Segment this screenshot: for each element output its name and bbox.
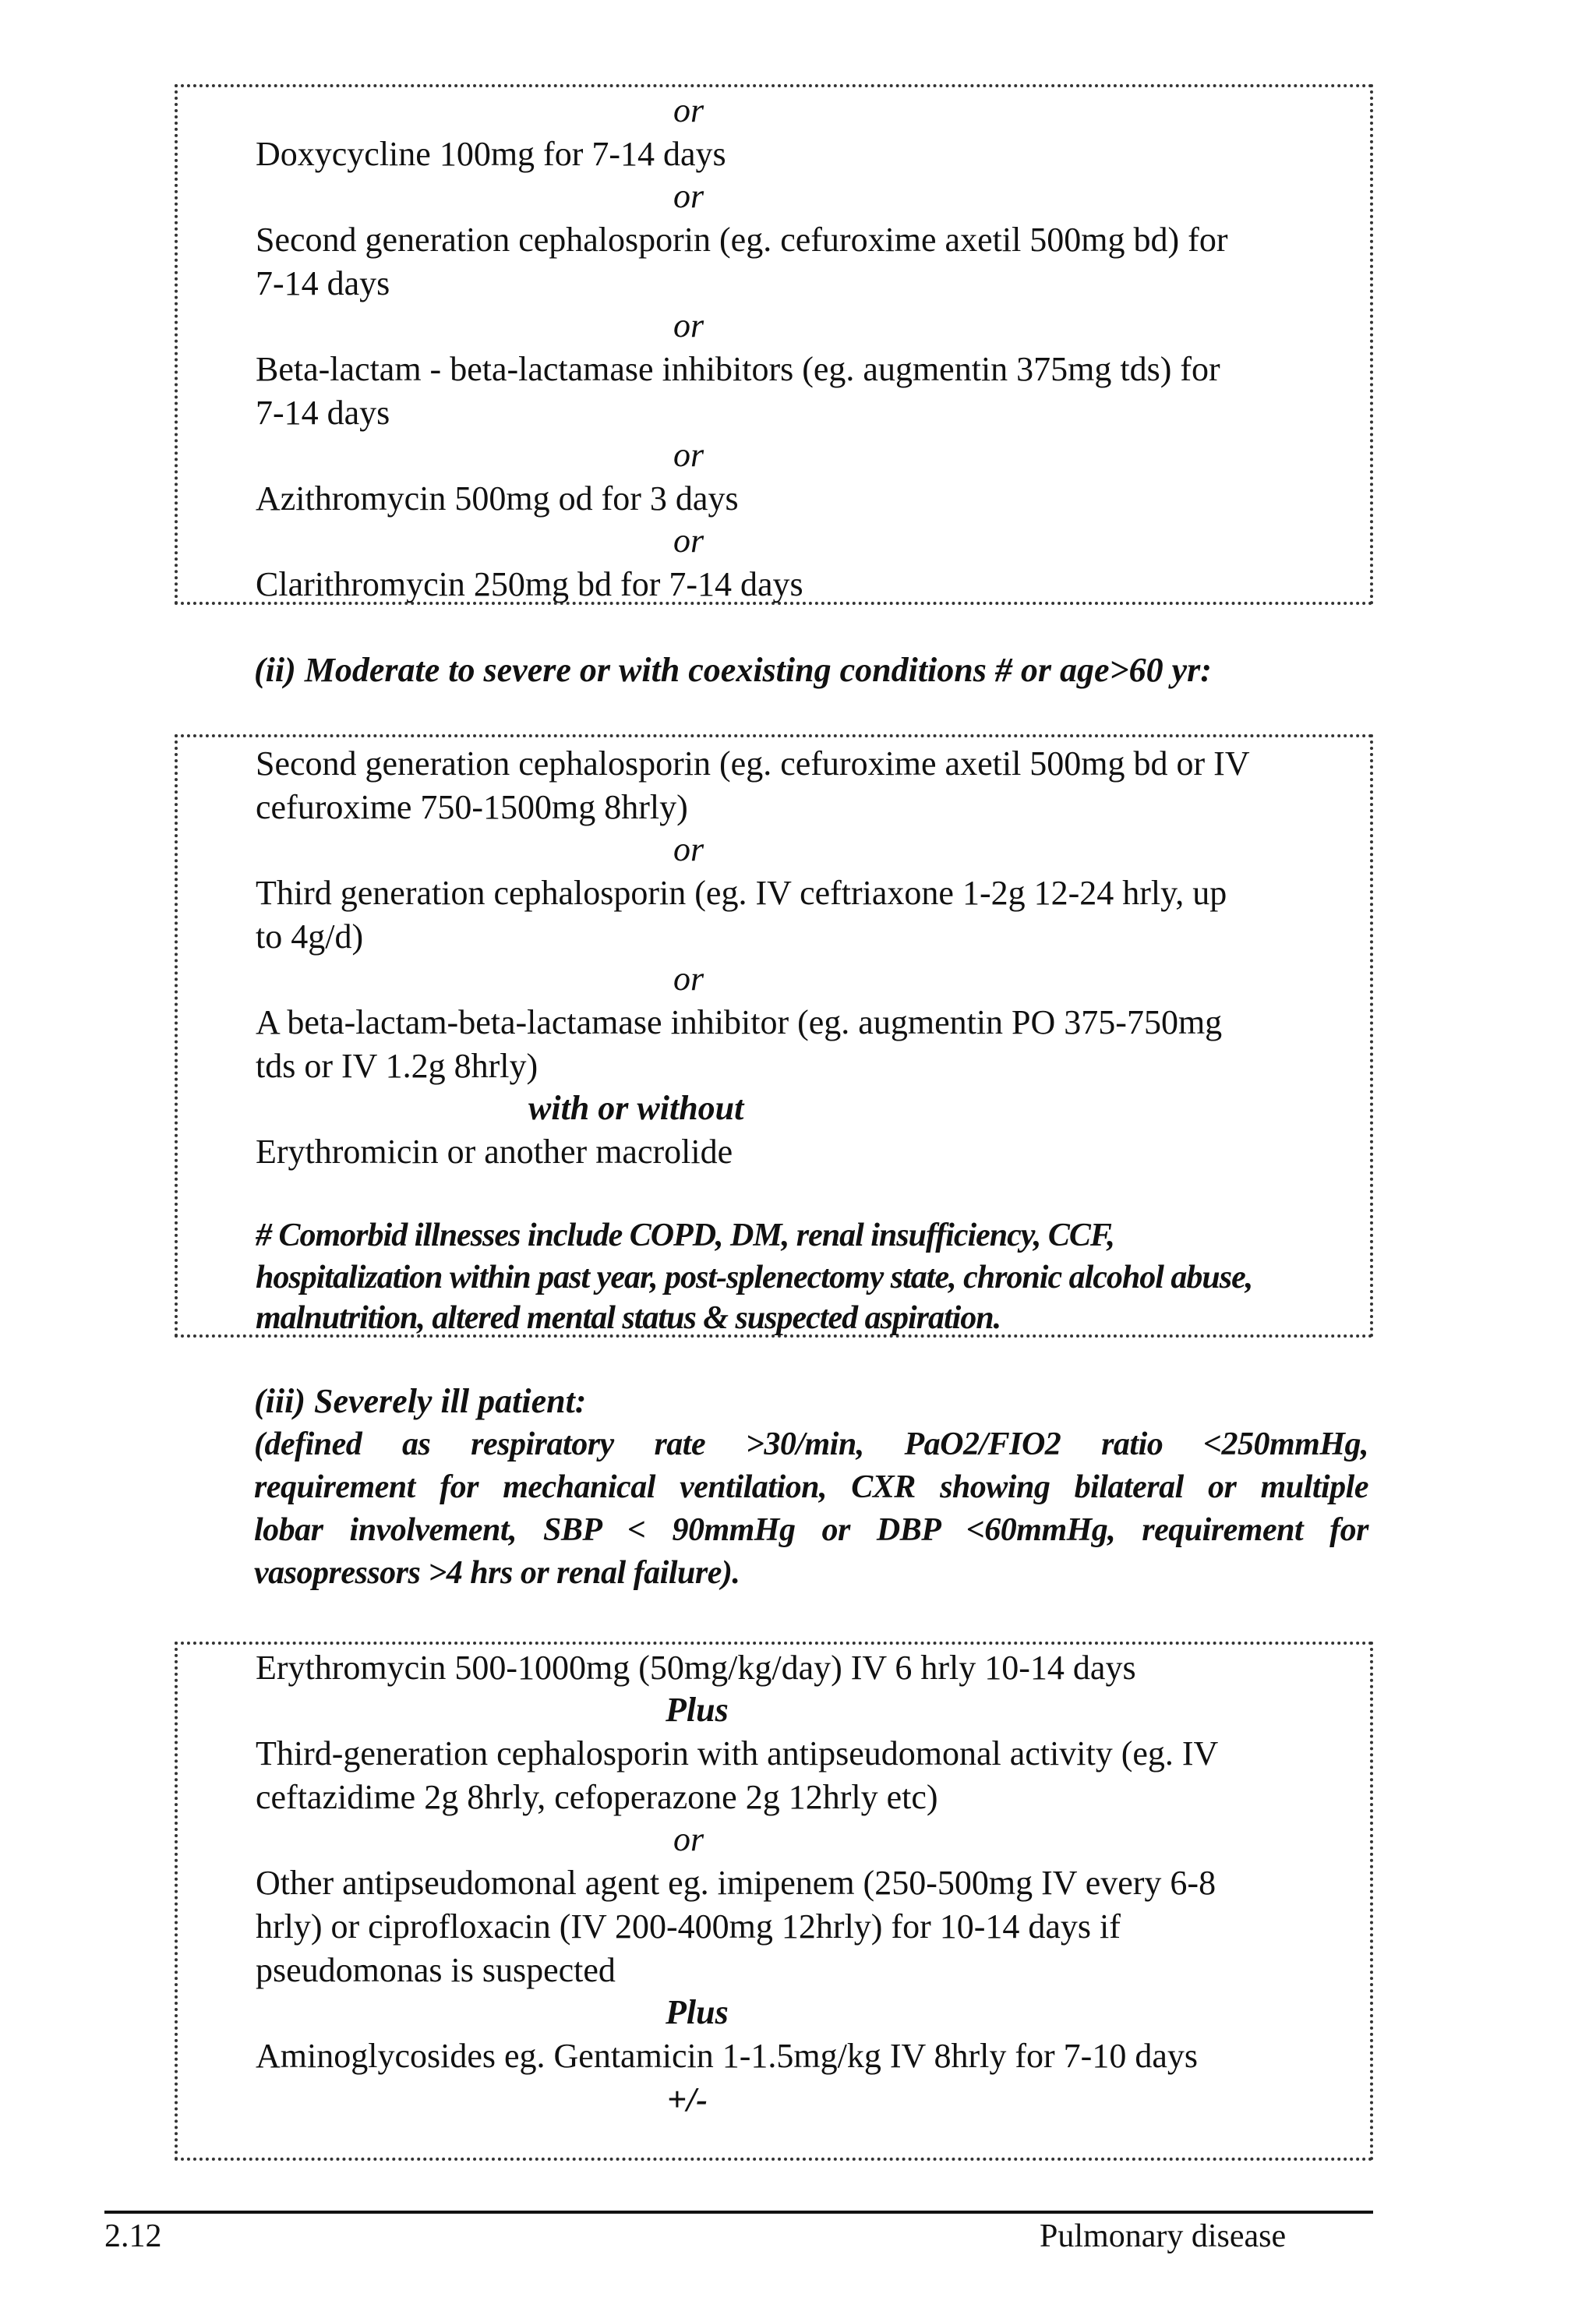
regimen-line: ceftazidime 2g 8hrly, cefoperazone 2g 12hrly etc) [256,1778,938,1816]
section-heading-severe: (iii) Severely ill patient: [254,1382,587,1420]
regimen-line: tds or IV 1.2g 8hrly) [256,1047,538,1085]
comorbid-note-line: hospitalization within past year, post-splenectomy state, chronic alcohol abuse, [256,1260,1253,1295]
regimen-box-moderate [175,734,1373,1338]
regimen-line: Doxycycline 100mg for 7-14 days [256,135,726,173]
regimen-line: hrly) or ciprofloxacin (IV 200-400mg 12hrly) for 10-14 days if [256,1907,1121,1946]
section-title: Pulmonary disease [1040,2218,1287,2254]
or-connector: or [673,521,704,560]
or-connector: or [673,830,704,868]
or-connector: or [673,306,704,345]
or-connector: or [673,1820,704,1858]
severity-definition-line: vasopressors >4 hrs or renal failure). [254,1555,740,1591]
regimen-box-severe [175,1642,1373,2161]
regimen-line: Clarithromycin 250mg bd for 7-14 days [256,565,803,603]
page-number: 2.12 [104,2218,162,2254]
regimen-line: Third generation cephalosporin (eg. IV ceftriaxone 1-2g 12-24 hrly, up [256,874,1227,912]
regimen-line: Erythromycin 500-1000mg (50mg/kg/day) IV 6 hrly 10-14 days [256,1649,1136,1687]
or-connector: or [673,177,704,215]
or-connector: or [673,91,704,129]
regimen-line: Azithromycin 500mg od for 3 days [256,479,739,518]
plus-minus-connector: +/- [667,2080,708,2119]
regimen-line: Aminoglycosides eg. Gentamicin 1-1.5mg/kg IV 8hrly for 7-10 days [256,2037,1198,2075]
regimen-line: pseudomonas is suspected [256,1951,616,1989]
regimen-line: Beta-lactam - beta-lactamase inhibitors (eg. augmentin 375mg tds) for [256,350,1220,388]
plus-connector: Plus [666,1691,729,1729]
comorbid-note-line: malnutrition, altered mental status & suspected aspiration. [256,1300,1001,1336]
regimen-line: Second generation cephalosporin (eg. cefuroxime axetil 500mg bd or IV [256,744,1250,783]
footer-rule [104,2211,1373,2214]
regimen-line: Second generation cephalosporin (eg. cefuroxime axetil 500mg bd) for [256,221,1228,259]
regimen-line: 7-14 days [256,394,390,432]
regimen-line: A beta-lactam-beta-lactamase inhibitor (eg. augmentin PO 375-750mg [256,1003,1223,1041]
regimen-line: 7-14 days [256,264,390,302]
section-heading-moderate: (ii) Moderate to severe or with coexisting conditions # or age>60 yr: [254,651,1212,689]
severity-definition-line: lobar involvement, SBP < 90mmHg or DBP <60mmHg, requirement for [254,1512,1368,1548]
regimen-line: Other antipseudomonal agent eg. imipenem (250-500mg IV every 6-8 [256,1864,1216,1902]
plus-connector: Plus [666,1993,729,2031]
severity-definition [254,1423,1368,1595]
regimen-line: Third-generation cephalosporin with antipseudomonal activity (eg. IV [256,1734,1219,1773]
severity-definition-line: requirement for mechanical ventilation, CXR showing bilateral or multiple [254,1469,1368,1505]
with-or-without-connector: with or without [528,1089,744,1127]
regimen-line: Erythromicin or another macrolide [256,1133,733,1171]
or-connector: or [673,436,704,474]
or-connector: or [673,960,704,998]
comorbid-note-line: # Comorbid illnesses include COPD, DM, renal insufficiency, CCF, [256,1218,1115,1253]
regimen-line: cefuroxime 750-1500mg 8hrly) [256,788,688,826]
severity-definition-line: (defined as respiratory rate >30/min, PaO2/FIO2 ratio <250mmHg, [254,1426,1368,1462]
regimen-box-mild [175,84,1373,605]
regimen-line: to 4g/d) [256,917,364,956]
